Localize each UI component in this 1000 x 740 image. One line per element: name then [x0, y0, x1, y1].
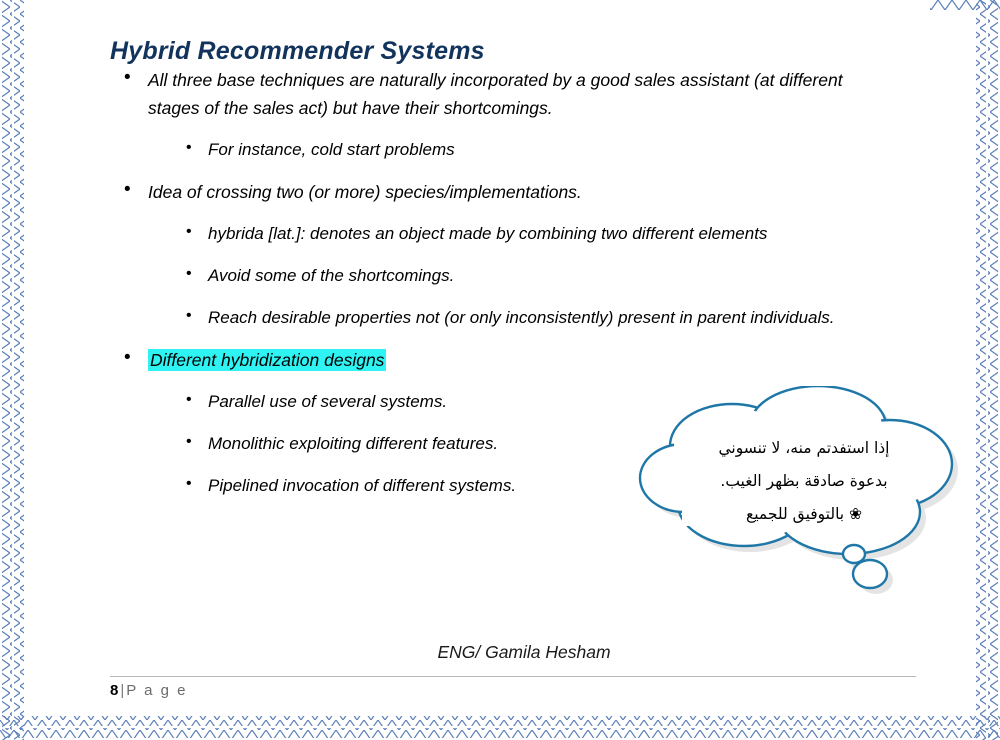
list-item	[110, 178, 910, 206]
list-item-text: Idea of crossing two (or more) species/implementations.	[148, 182, 582, 202]
list-item-text: Parallel use of several systems.	[208, 392, 448, 411]
page-title: Hybrid Recommender Systems	[110, 36, 485, 65]
page-word-label: P a g e	[126, 682, 188, 699]
bullet-marker-icon: •	[186, 139, 192, 156]
list-item-text: Pipelined invocation of different systems.	[208, 476, 517, 495]
list-item-highlighted	[110, 346, 910, 374]
bullet-marker-icon: •	[186, 391, 192, 408]
footer-divider	[110, 676, 916, 677]
list-item-text: hybrida [lat.]: denotes an object made by combining two different elements	[208, 224, 768, 243]
page-number: 8	[110, 682, 119, 699]
page-number-separator: |	[120, 682, 125, 699]
list-item-text: All three base techniques are naturally incorporated by a good sales assistant (at different stages of the sales act) but have their shortcomings.	[148, 70, 843, 118]
list-item-text: Monolithic exploiting different features.	[208, 434, 499, 453]
list-item	[110, 66, 910, 122]
thought-cloud-line-1: إذا استفدتم منه، لا تنسوني	[718, 439, 890, 457]
bullet-marker-icon: •	[124, 347, 131, 368]
list-item-text: For instance, cold start problems	[208, 140, 455, 159]
bullet-marker-icon: •	[186, 307, 192, 324]
bullet-marker-icon: •	[124, 67, 131, 88]
list-item	[110, 262, 910, 290]
list-item-text: Avoid some of the shortcomings.	[208, 266, 455, 285]
thought-cloud-text	[694, 432, 914, 531]
page-number-footer	[110, 682, 188, 699]
thought-cloud-line-3: ❀ بالتوفيق للجميع	[745, 505, 863, 523]
bullet-marker-icon: •	[186, 223, 192, 240]
thought-cloud	[622, 386, 990, 616]
list-item	[110, 304, 910, 332]
bullet-marker-icon: •	[124, 179, 131, 200]
bullet-marker-icon: •	[186, 433, 192, 450]
list-item	[110, 220, 910, 248]
list-item	[110, 136, 910, 164]
list-item-text	[148, 346, 386, 374]
signature-text: ENG/ Gamila Hesham	[437, 642, 611, 662]
list-item-text: Reach desirable properties not (or only inconsistently) present in parent individuals.	[208, 308, 835, 327]
highlighted-text: Different hybridization designs	[150, 350, 385, 370]
page-body	[24, 8, 976, 728]
thought-cloud-line-2: بدعوة صادقة بظهر الغيب.	[720, 472, 888, 490]
bullet-marker-icon: •	[186, 265, 192, 282]
bullet-marker-icon: •	[186, 475, 192, 492]
